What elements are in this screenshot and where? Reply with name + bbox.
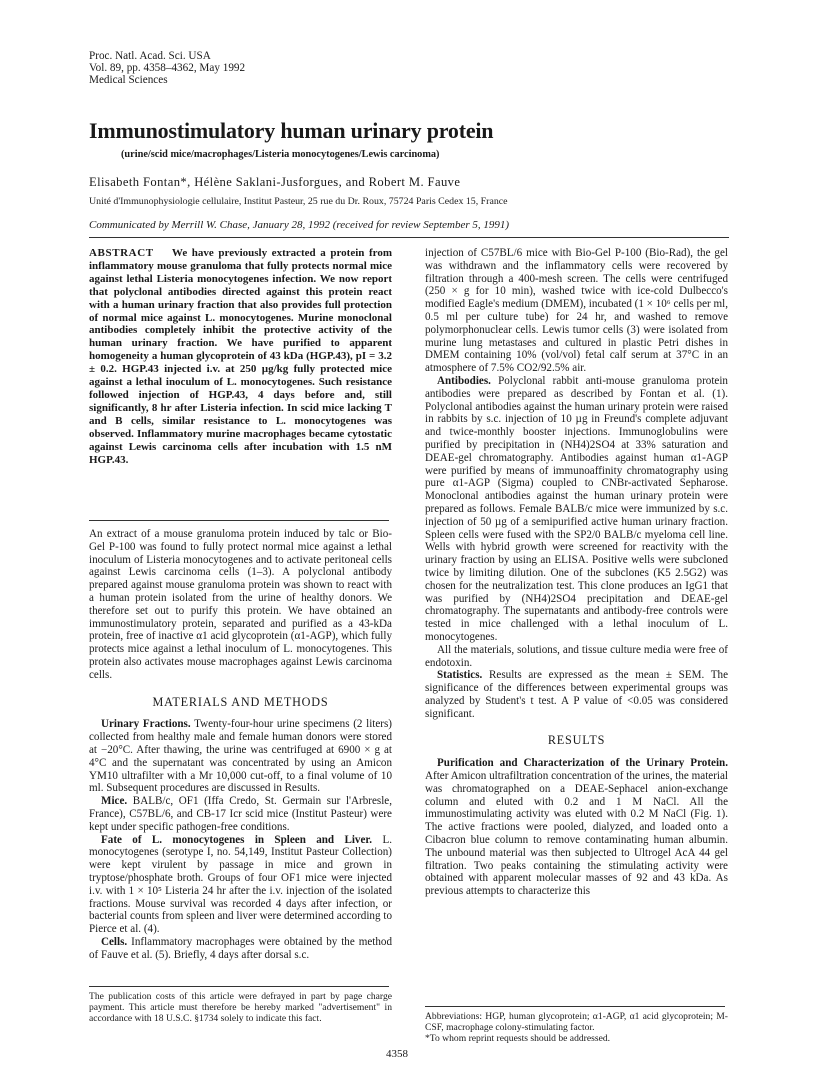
journal-volume: Vol. 89, pp. 4358–4362, May 1992 (89, 62, 246, 75)
purification-paragraph (425, 757, 728, 898)
mice-text: BALB/c, OF1 (Iffa Credo, St. Germain sur l'Arbresle, France), C57BL/6, and CB-17 Icr scid mice (Institut Pasteur) were kept under specific pathogen-free conditions. (89, 795, 392, 833)
urinary-text: Twenty-four-hour urine specimens (2 liters) collected from healthy male and female human donors were stored at −20°C. After thawing, the urine was centrifuged at 6900 × g at 4°C and the supernatant was concentrated by using an Amicon YM10 ultrafilter with a Mr 10,000 cut-off, to a final volume of 10 ml. Subsequent procedures are discussed in Results. (89, 718, 392, 795)
urinary-label: Urinary Fractions. (101, 718, 191, 731)
article-title: Immunostimulatory human urinary protein (89, 118, 494, 143)
reprint-footnote: *To whom reprint requests should be addressed. (425, 1033, 611, 1045)
urinary-paragraph (89, 718, 392, 795)
statistics-label: Statistics. (437, 669, 483, 682)
abbrev-rule (425, 1006, 725, 1007)
header-rule (89, 237, 729, 238)
authors: Elisabeth Fontan*, Hélène Saklani-Jusforgues, and Robert M. Fauve (89, 175, 461, 189)
abstract (89, 247, 392, 466)
methods-heading: MATERIALS AND METHODS (152, 694, 329, 709)
fate-paragraph (89, 834, 392, 936)
statistics-paragraph (425, 669, 728, 720)
cells-paragraph (89, 936, 392, 962)
affiliation: Unité d'Immunophysiologie cellulaire, Institut Pasteur, 25 rue du Dr. Roux, 75724 Paris Cedex 15, France (89, 196, 508, 207)
mice-label: Mice. (101, 795, 128, 808)
mice-paragraph (89, 795, 392, 833)
page-number: 4358 (386, 1048, 408, 1060)
communicated-line: Communicated by Merrill W. Chase, January 28, 1992 (received for review September 5, 1991) (89, 219, 510, 231)
antibodies-label: Antibodies. (437, 374, 491, 387)
purification-label: Purification and Characterization of the Urinary Protein. (437, 757, 728, 770)
cost-footnote: The publication costs of this article were defrayed in part by page charge payment. This article must therefore be hereby marked "advertisement" in accordance with 18 U.S.C. §1734 solely to indicate this fact. (89, 991, 392, 1025)
abbreviations-footnote: Abbreviations: HGP, human glycoprotein; α1-AGP, α1 acid glycoprotein; M-CSF, macrophage colony-stimulating factor. (425, 1011, 728, 1034)
abbrev-footnote-block (425, 1006, 728, 1045)
abstract-label: ABSTRACT (89, 247, 154, 259)
footnote-rule (89, 986, 389, 987)
journal-name: Proc. Natl. Acad. Sci. USA (89, 50, 211, 62)
purification-text: After Amicon ultrafiltration concentration of the urines, the material was chromatographed on a DEAE-Sephacel anion-exchange column and eluted with 0.2 and 1 M NaCl. All the immunostimulating activity was eluted with 0.2 M NaCl (Fig. 1). The active fractions were pooled, dialyzed, and loaded onto a Cibacron blue column to remove contaminating human albumin. The unbound material was then subjected to Ultrogel AcA 44 gel filtration. Two peaks containing the stimulating activity were obtained with apparent molecular masses of 92 and 43 kDa. As previous attempts to characterize this (425, 770, 728, 898)
antibodies-text: Polyclonal rabbit anti-mouse granuloma protein antibodies were prepared as described by Fontan et al. (1). Polyclonal antibodies against the human urinary protein were raised in rabbits by s.c. injection of 10 µg in Freund's complete adjuvant and twice-monthly booster injections. Immunoglobulins were purified by precipitation in (NH4)2SO4 at 33% saturation and DEAE-gel chromatography. Antibodies against human α1-AGP were purified by means of immunoaffinity chromatography using pure α1-AGP (Sigma) coupled to CNBr-activated Sepharose. Monoclonal antibodies against the human urinary protein were prepared as follows. Female BALB/c mice were immunized by s.c. injection of 50 µg of a semipurified active human urinary fraction. Spleen cells were fused with the SP2/0 BALB/c myeloma cell line. Wells with hybrid growth were screened for reactivity with the urinary fraction by using an ELISA. Positive wells were subcloned twice by limiting dilution. One of the subclones (K5 2.5G2) was chosen for the neutralization test. This clone produces an IgG1 that was purified by (NH4)2SO4 precipitation and DEAE-gel chromatography. The supernatants and antibody-free controls were tested in mice challenged with a lethal inoculum of L. monocytogenes. (425, 374, 728, 643)
cost-footnote-block (89, 986, 392, 1025)
keywords: (urine/scid mice/macrophages/Listeria monocytogenes/Lewis carcinoma) (121, 149, 440, 160)
abstract-rule (89, 520, 389, 521)
journal-section: Medical Sciences (89, 74, 168, 87)
right-column (425, 247, 728, 898)
statistics-text: Results are expressed as the mean ± SEM. The significance of the differences between experimental groups was analyzed by Student's t test. A P value of <0.05 was considered significant. (425, 669, 728, 720)
journal-header (89, 50, 245, 87)
antibodies-paragraph (425, 375, 728, 644)
endotoxin-paragraph: All the materials, solutions, and tissue culture media were free of endotoxin. (425, 643, 728, 669)
results-heading: RESULTS (547, 733, 606, 748)
abstract-text: We have previously extracted a protein from inflammatory mouse granuloma that fully protects normal mice against lethal Listeria monocytogenes infection. We now report that polyclonal antibodies directed against this protein react with a human urinary fraction that also provides full protection of normal mice against L. monocytogenes. Murine monoclonal antibodies completely inhibit the protective activity of the human urinary fraction. We have purified to apparent homogeneity a human glycoprotein of 43 kDa (HGP.43), pI = 3.2 ± 0.2. HGP.43 injected i.v. at 250 µg/kg fully protected mice against a lethal inoculum of L. monocytogenes. Such resistance followed injection of HGP.43, 4 days before and, still significantly, 8 hr after Listeria infection. In scid mice lacking T and B cells, similar resistance to L. monocytogenes was observed. Inflammatory murine macrophages became cytostatic against Lewis carcinoma cells after incubation with 1.5 nM HGP.43. (89, 247, 392, 466)
fate-label: Fate of L. monocytogenes in Spleen and Liver. (101, 833, 373, 846)
cells-continued: injection of C57BL/6 mice with Bio-Gel P-100 (Bio-Rad), the gel was withdrawn and the inflammatory cells were recovered by filtration through a 400-mesh screen. The cells were centrifuged (250 × g for 10 min), washed twice with ice-cold Dulbecco's modified Eagle's medium (DMEM), incubated (1 × 10⁶ cells per ml, 0.5 ml per culture tube) for 24 hr, and washed to remove polymorphonuclear cells. Lewis tumor cells (3) were isolated from murine lung metastases and cultured in plastic Petri dishes in DMEM containing 10% (vol/vol) fetal calf serum at 37°C in an atmosphere of 7.5% CO2/92.5% air. (425, 247, 728, 375)
intro-paragraph: An extract of a mouse granuloma protein induced by talc or Bio-Gel P-100 was found to fully protect normal mice against a lethal inoculum of Listeria monocytogenes and to activate peritoneal cells against Lewis carcinoma cells (1–3). A polyclonal antibody prepared against mouse granuloma protein was shown to react with a human protein isolated from the urine of healthy donors. We therefore set out to purify this protein. We have obtained an immunostimulatory protein, separated and purified as a 43-kDa protein, free of inactive α1 acid glycoprotein (α1-AGP), which fully protects mice against a lethal inoculum of L. monocytogenes. This protein also activates mouse macrophages against Lewis carcinoma cells. (89, 528, 392, 681)
cells-label: Cells. (101, 935, 128, 948)
left-column (89, 528, 392, 962)
cells-text: Inflammatory macrophages were obtained by the method of Fauve et al. (5). Briefly, 4 days after dorsal s.c. (89, 935, 392, 961)
fate-text: L. monocytogenes (serotype I, no. 54,149, Institut Pasteur Collection) were kept virulent by passage in mice and grown in tryptose/phosphate broth. Groups of four OF1 mice were injected i.v. with 1 × 10⁵ Listeria 24 hr after the i.v. injection of the isolated fractions. Mouse survival was recorded 4 days after infection, or bacterial counts from spleen and liver were determined according to Pierce et al. (4). (89, 833, 393, 936)
